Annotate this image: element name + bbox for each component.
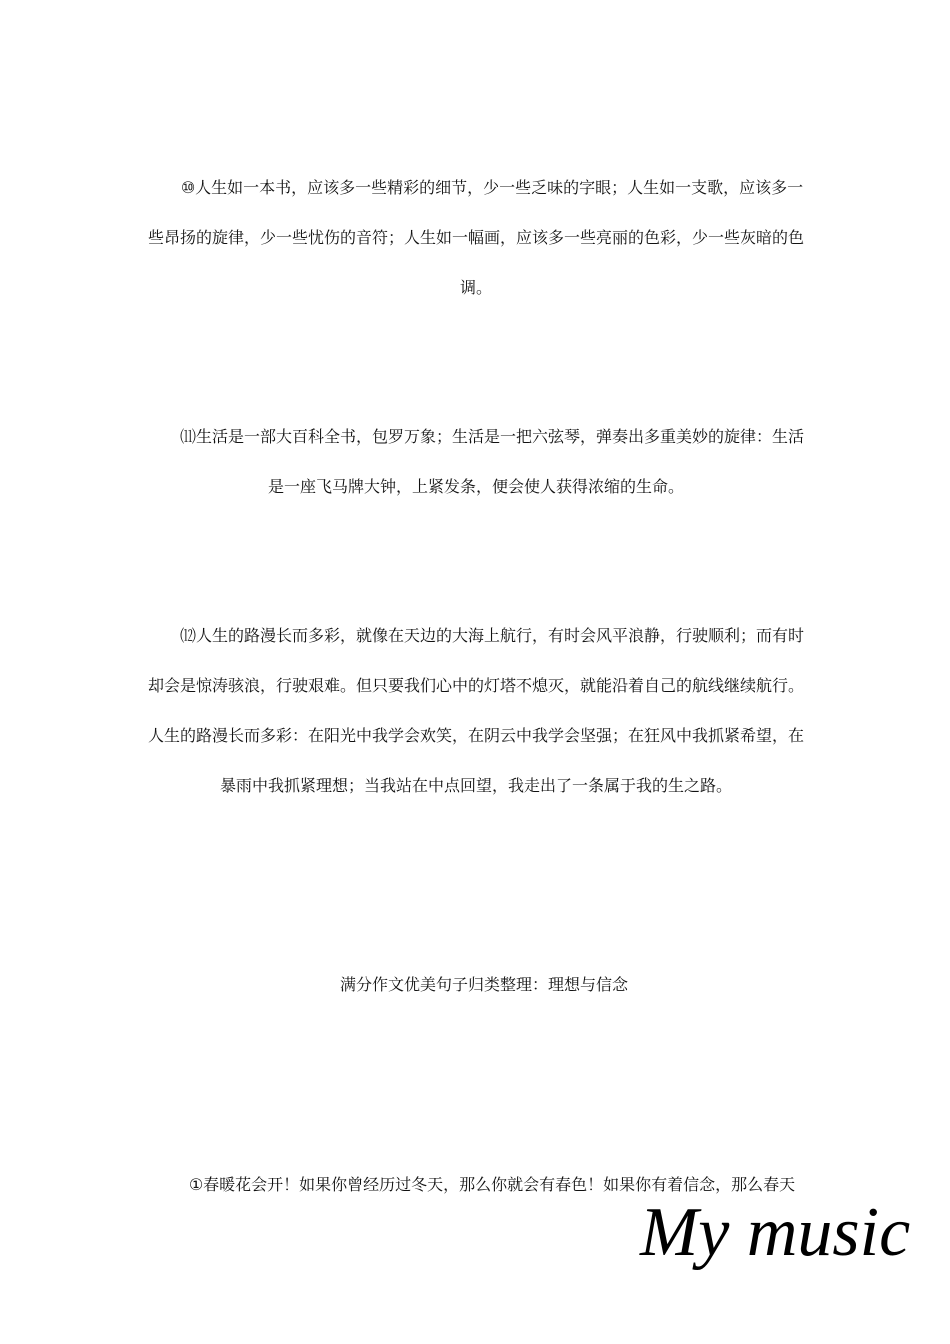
paragraph-1-text: ①春暖花会开！如果你曾经历过冬天，那么你就会有春色！如果你有着信念，那么春天 [188, 1175, 796, 1194]
watermark-text: My music [640, 1194, 911, 1271]
paragraph-10-text: ⑩人生如一本书，应该多一些精彩的细节，少一些乏味的字眼；人生如一支歌，应该多一些昂扬的旋律，少一些忧伤的音符；人生如一幅画，应该多一些亮丽的色彩，少一些灰暗的色调。 [147, 178, 804, 297]
section-heading: 满分作文优美句子归类整理：理想与信念 [339, 975, 628, 994]
paragraph-11-text: ⑾生活是一部大百科全书，包罗万象；生活是一把六弦琴，弹奏出多重美妙的旋律：生活是一座飞马牌大钟，上紧发条，便会使人获得浓缩的生命。 [179, 427, 804, 496]
paragraph-12-text: ⑿人生的路漫长而多彩，就像在天边的大海上航行，有时会风平浪静，行驶顺利；而有时却会是惊涛骇浪，行驶艰难。但只要我们心中的灯塔不熄灭，就能沿着自己的航线继续航行。人生的路漫长而多彩：在阳光中我学会欢笑，在阴云中我学会坚强；在狂风中我抓紧希望，在暴雨中我抓紧理想；当我站在中点回望，我走出了一条属于我的生之路。 [147, 626, 804, 795]
paragraph-12 [145, 611, 807, 811]
paragraph-11 [145, 412, 807, 512]
paragraph-10 [145, 163, 807, 313]
